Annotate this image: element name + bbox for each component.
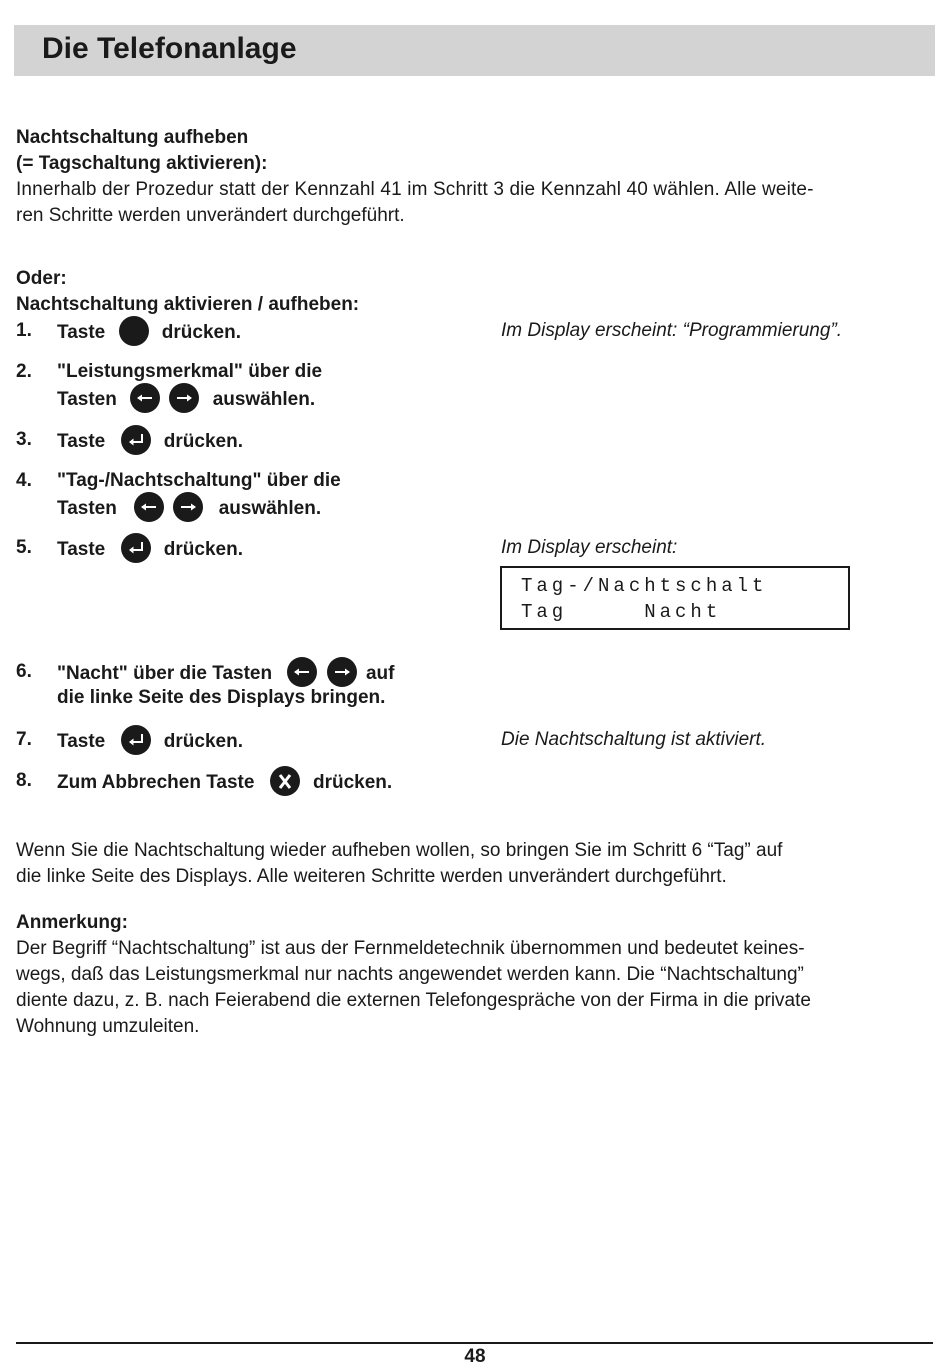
step-text — [57, 494, 321, 524]
step-text-part: Zum Abbrechen Taste — [57, 772, 255, 794]
enter-key-icon — [121, 425, 151, 455]
page-header — [14, 25, 935, 76]
arrow-left-key-icon — [130, 383, 160, 413]
enter-key-icon — [121, 533, 151, 563]
lcd-display — [500, 566, 850, 630]
enter-key-icon — [121, 725, 151, 755]
after-text-line: die linke Seite des Displays. Alle weiteren Schritte werden unverändert durchgeführt. — [16, 866, 727, 887]
procedure-heading: Nachtschaltung aktivieren / aufheben: — [16, 294, 360, 315]
x-key-icon — [270, 766, 300, 796]
step-text-part: drücken. — [163, 431, 243, 453]
step-text — [57, 727, 243, 757]
step-text — [57, 318, 241, 348]
step-1-note: Im Display erscheint: “Programmierung”. — [501, 320, 843, 341]
step-text-part: Taste — [57, 731, 106, 753]
step-text-part: drücken. — [163, 731, 243, 753]
step-number: 2. — [16, 361, 32, 382]
step-text-part: Taste — [57, 322, 106, 344]
remark-heading: Anmerkung: — [16, 912, 128, 933]
remark-text-line: Wohnung umzuleiten. — [16, 1016, 200, 1037]
step-text — [57, 768, 392, 798]
arrow-right-key-icon — [173, 492, 203, 522]
step-2 — [0, 359, 500, 419]
footer-rule — [16, 1342, 933, 1344]
step-text-part: Tasten — [57, 389, 117, 411]
lcd-row-1: Tag-/Nachtschalt — [521, 575, 768, 597]
arrow-right-key-icon — [327, 657, 357, 687]
page-number: 48 — [464, 1346, 486, 1367]
step-text — [57, 427, 243, 457]
step-number: 4. — [16, 470, 32, 491]
step-text-part: auf — [365, 663, 395, 685]
step-number: 6. — [16, 661, 32, 682]
section-heading: Nachtschaltung aufheben — [16, 127, 249, 148]
section-subheading: (= Tagschaltung aktivieren): — [16, 153, 268, 174]
intro-text-line: ren Schritte werden unverändert durchgeführt. — [16, 205, 405, 226]
lcd-row-2: Tag Nacht — [521, 601, 722, 623]
step-text-part: auswählen. — [218, 498, 322, 520]
step-text-part: drücken. — [312, 772, 393, 794]
step-text-line: "Leistungsmerkmal" über die — [57, 361, 323, 382]
step-4 — [0, 468, 500, 528]
after-text-line: Wenn Sie die Nachtschaltung wieder aufheben wollen, so bringen Sie im Schritt 6 “Tag” auf — [16, 840, 783, 861]
remark-text-line: Der Begriff “Nachtschaltung” ist aus der Fernmeldetechnik übernommen und bedeutet keines- — [16, 938, 805, 959]
intro-text-line: Innerhalb der Prozedur statt der Kennzahl 41 im Schritt 3 die Kennzahl 40 wählen. Alle weite- — [16, 179, 814, 200]
step-text-line: die linke Seite des Displays bringen. — [57, 687, 386, 708]
step-text-part: "Nacht" über die Tasten — [57, 663, 273, 685]
oder-label: Oder: — [16, 268, 67, 289]
step-text-part: Tasten — [57, 498, 117, 520]
step-text-part: drücken. — [163, 539, 243, 561]
step-text — [57, 535, 243, 565]
arrow-right-key-icon — [169, 383, 199, 413]
step-text-part: Taste — [57, 539, 106, 561]
step-number: 5. — [16, 537, 32, 558]
arrow-left-key-icon — [287, 657, 317, 687]
step-text-part: auswählen. — [212, 389, 316, 411]
step-text — [57, 385, 315, 415]
remark-text-line: diente dazu, z. B. nach Feierabend die externen Telefongespräche von der Firma in die private — [16, 990, 811, 1011]
step-7-note: Die Nachtschaltung ist aktiviert. — [501, 729, 767, 750]
page-title: Die Telefonanlage — [42, 32, 297, 65]
step-number: 8. — [16, 770, 32, 791]
step-number: 1. — [16, 320, 32, 341]
arrow-left-key-icon — [134, 492, 164, 522]
step-5-note: Im Display erscheint: — [501, 537, 678, 558]
remark-text-line: wegs, daß das Leistungsmerkmal nur nachts angewendet werden kann. Die “Nachtschaltung” — [16, 964, 804, 985]
step-text-line: "Tag-/Nachtschaltung" über die — [57, 470, 341, 491]
step-text-part: drücken. — [161, 322, 241, 344]
step-6 — [0, 659, 500, 719]
step-number: 3. — [16, 429, 32, 450]
step-number: 7. — [16, 729, 32, 750]
filled-circle-key-icon — [119, 316, 149, 346]
step-text-part: Taste — [57, 431, 106, 453]
